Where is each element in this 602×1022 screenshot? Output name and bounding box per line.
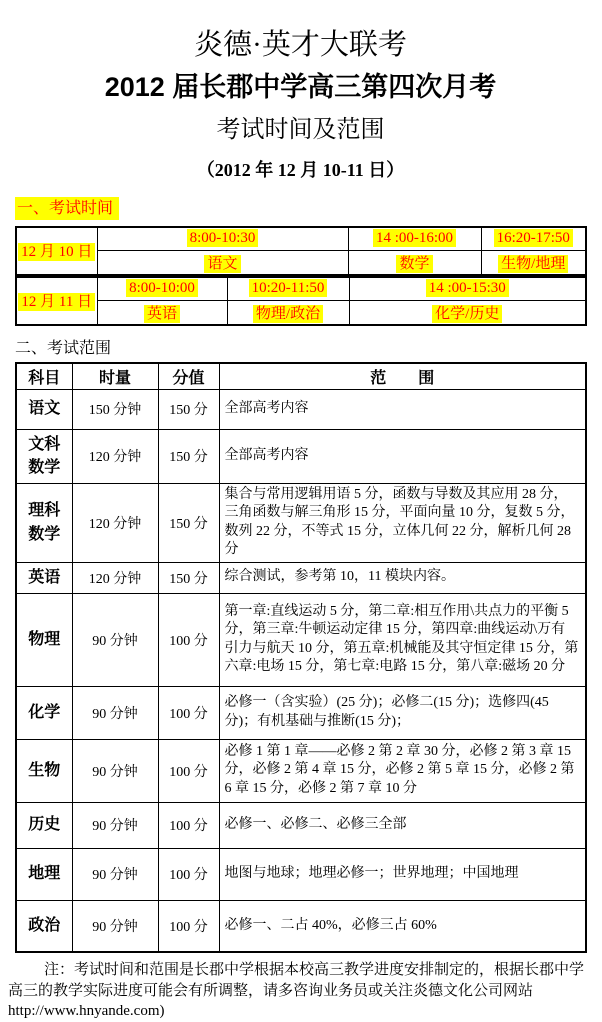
subject-label: 物理/政治 [253,305,323,323]
day1-date: 12 月 10 日 [18,243,95,261]
table-row [16,802,586,848]
subject-label: 生物/地理 [498,255,568,273]
duration-cell: 90 分钟 [72,593,158,686]
brand-title: 炎德·英才大联考 [194,29,407,61]
footnote-url: http://www.hnyande.com) [8,1003,165,1019]
duration-cell: 90 分钟 [72,802,158,848]
subject-cell: 英语 [16,562,72,593]
col-header-subject: 科目 [16,363,72,389]
table-row [16,848,586,900]
scope-cell: 必修一、必修二、必修三全部 [219,802,586,848]
main-title: 2012 届长郡中学高三第四次月考 [104,72,497,102]
duration-cell: 120 分钟 [72,562,158,593]
table-row [16,562,586,593]
subject-label: 英语 [144,305,180,323]
exam-schedule-day2-table [15,277,587,327]
time-slot: 16:20-17:50 [494,229,573,247]
day2-date: 12 月 11 日 [18,293,95,311]
subject-cell: 历史 [16,802,72,848]
time-slot: 14 :00-15:30 [426,279,509,297]
score-cell: 100 分 [158,900,219,952]
score-cell: 100 分 [158,593,219,686]
day1-slot3-time-cell [481,227,586,250]
subject-cell: 理科数学 [16,483,72,562]
subject-label: 数学 [396,255,432,273]
scope-cell: 地图与地球；地理必修一；世界地理；中国地理 [219,848,586,900]
subject-cell: 语文 [16,389,72,429]
score-cell: 150 分 [158,562,219,593]
scope-cell: 全部高考内容 [219,389,586,429]
section-exam-scope [15,335,586,358]
day2-slot3-subject-cell [349,300,586,325]
scope-cell: 全部高考内容 [219,429,586,483]
time-slot: 8:00-10:00 [126,279,198,297]
day2-slot3-time-cell [349,277,586,300]
scope-cell: 必修一、二占 40%，必修三占 60% [219,900,586,952]
score-cell: 150 分 [158,389,219,429]
scope-cell: 集合与常用逻辑用语 5 分，函数与导数及其应用 28 分，三角函数与解三角形 15 分，平面向量 10 分，复数 5 分，数列 22 分，不等式 15 分，立体几何 22 分，解析几何 28 分 [219,483,586,562]
doc-subtitle: 考试时间及范围 [216,117,385,143]
day1-slot2-subject-cell [348,250,481,275]
subject-cell: 文科数学 [16,429,72,483]
duration-cell: 90 分钟 [72,900,158,952]
scope-cell: 必修 1 第 1 章——必修 2 第 2 章 30 分，必修 2 第 3 章 15 分，必修 2 第 4 章 15 分，必修 2 第 5 章 15 分，必修 2 第 6 章 15 分，必修 2 第 7 章 10 分 [219,739,586,802]
subject-cell: 地理 [16,848,72,900]
table-row [16,593,586,686]
day2-slot2-subject-cell [227,300,349,325]
time-slot: 10:20-11:50 [249,279,328,297]
exam-date-line: （2012 年 12 月 10-11 日） [196,160,405,180]
duration-cell: 90 分钟 [72,686,158,739]
day1-slot3-subject-cell [481,250,586,275]
day1-slot2-time-cell [348,227,481,250]
section-exam-scope-label: 二、考试范围 [15,340,112,357]
score-cell: 150 分 [158,429,219,483]
day2-slot1-time-cell [97,277,227,300]
subject-cell: 生物 [16,739,72,802]
day2-slot1-subject-cell [97,300,227,325]
section-exam-time [15,195,586,218]
time-slot: 8:00-10:30 [187,229,259,247]
section-exam-time-label: 一、考试时间 [15,197,119,220]
day1-time-row [16,227,586,250]
score-cell: 100 分 [158,802,219,848]
scope-cell: 第一章:直线运动 5 分，第二章:相互作用\共点力的平衡 5 分，第三章:牛顿运动定律 15 分，第四章:曲线运动\万有引力与航天 10 分，第五章:机械能及其守恒定律 15 分，第六章:电场 15 分，第七章:电路 15 分，第八章:磁场 20 分 [219,593,586,686]
duration-cell: 90 分钟 [72,848,158,900]
table-row [16,389,586,429]
col-header-score: 分值 [158,363,219,389]
day2-date-cell [16,277,97,325]
exam-schedule-day1-table [15,226,587,277]
score-cell: 100 分 [158,848,219,900]
day2-slot2-time-cell [227,277,349,300]
subject-label: 化学/历史 [432,305,502,323]
subject-label: 语文 [204,255,240,273]
day1-slot1-time-cell [97,227,348,250]
table-row [16,900,586,952]
table-row [16,429,586,483]
duration-cell: 120 分钟 [72,429,158,483]
duration-cell: 90 分钟 [72,739,158,802]
day1-subject-row [16,250,586,275]
footnote-line-2: 高三的教学实际进度可能会有所调整，请多咨询业务员或关注炎德文化公司网站 [8,982,534,999]
duration-cell: 150 分钟 [72,389,158,429]
score-cell: 100 分 [158,739,219,802]
duration-cell: 120 分钟 [72,483,158,562]
day1-slot1-subject-cell [97,250,348,275]
table-row [16,739,586,802]
col-header-scope: 范 围 [219,363,586,389]
day1-date-cell [16,227,97,275]
day2-subject-row [16,300,586,325]
col-header-duration: 时量 [72,363,158,389]
subject-cell: 政治 [16,900,72,952]
subject-cell: 化学 [16,686,72,739]
exam-scope-table [15,362,587,953]
score-cell: 150 分 [158,483,219,562]
table-row [16,686,586,739]
footnote [8,959,584,1022]
subject-cell: 物理 [16,593,72,686]
day2-time-row [16,277,586,300]
table-row [16,483,586,562]
footnote-line-1: 注：考试时间和范围是长郡中学根据本校高三教学进度安排制定的，根据长郡中学 [44,961,585,978]
scope-cell: 综合测试，参考第 10，11 模块内容。 [219,562,586,593]
time-slot: 14 :00-16:00 [373,229,456,247]
scope-header-row [16,363,586,389]
scope-cell: 必修一（含实验）(25 分)；必修二(15 分)；选修四(45 分)；有机基础与推断(15 分)； [219,686,586,739]
score-cell: 100 分 [158,686,219,739]
